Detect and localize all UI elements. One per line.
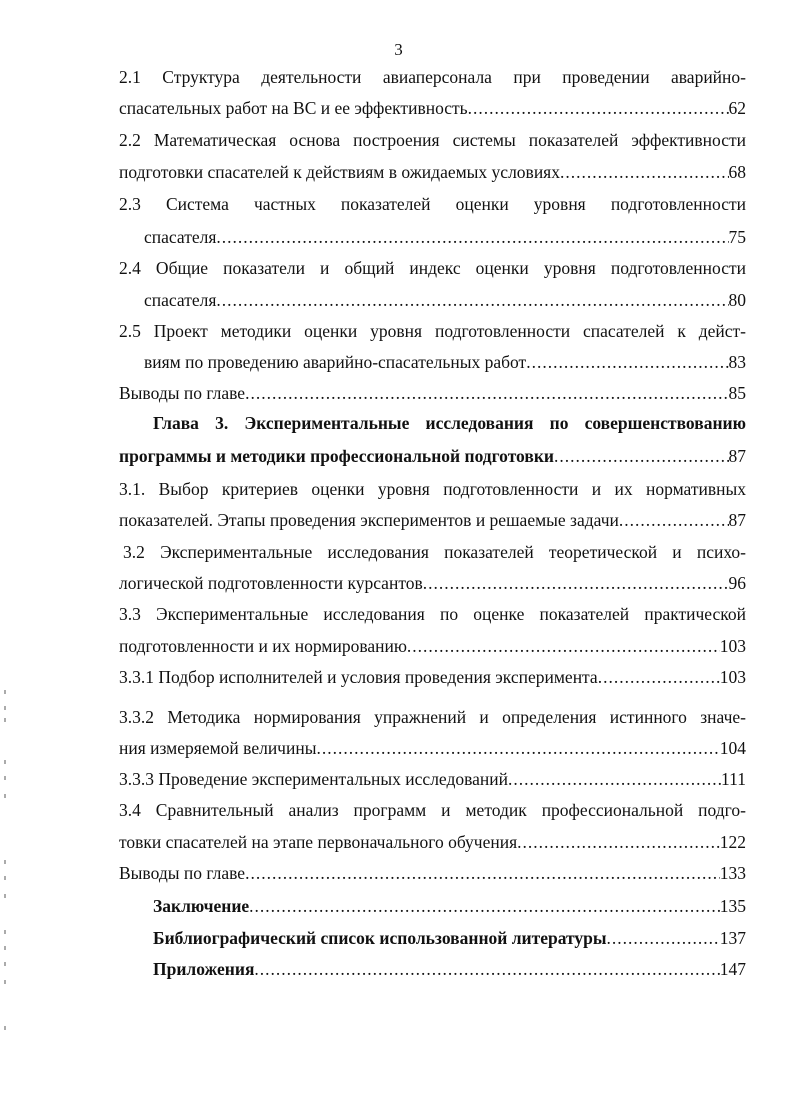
toc-page-number: 62 — [728, 98, 746, 118]
toc-entry-3-4[interactable] — [119, 831, 746, 853]
toc-page-number: 75 — [728, 227, 746, 247]
scan-margin-marks — [4, 690, 16, 1030]
leader-dots — [249, 895, 720, 917]
leader-dots — [598, 666, 720, 688]
toc-page-number: 111 — [721, 769, 746, 789]
leader-dots — [316, 737, 719, 759]
leader-dots — [526, 351, 728, 373]
leader-dots — [560, 161, 729, 183]
leader-dots — [468, 97, 729, 119]
toc-entry-title: спасателя — [144, 290, 217, 310]
leader-dots — [216, 226, 728, 248]
toc-entry-bibliography[interactable] — [153, 927, 746, 949]
toc-chapter-3-line1: Глава 3. Экспериментальные исследования по совершенствованию — [153, 413, 746, 433]
toc-page-number: 135 — [719, 896, 746, 916]
leader-dots — [517, 831, 720, 853]
toc-page-number: 137 — [719, 928, 746, 948]
toc-entry-appendices[interactable] — [153, 958, 746, 980]
toc-entry-3-3-1[interactable] — [119, 666, 746, 688]
toc-page-number: 85 — [728, 383, 746, 403]
leader-dots — [619, 509, 729, 531]
toc-page-number: 133 — [719, 863, 746, 883]
toc-entry-2-3[interactable] — [144, 226, 746, 248]
toc-entry-title: подготовки спасателей к действиям в ожидаемых условиях — [119, 162, 560, 182]
leader-dots — [216, 289, 728, 311]
toc-page-number: 104 — [719, 738, 746, 758]
toc-entry-3-3[interactable] — [119, 635, 746, 657]
toc-entry-3-3-3[interactable] — [119, 768, 746, 790]
toc-page-number: 103 — [719, 667, 746, 687]
toc-entry-2-5-line1: 2.5 Проект методики оценки уровня подготовленности спасателей к дейст- — [119, 321, 746, 341]
toc-entry-title: подготовленности и их нормированию — [119, 636, 407, 656]
toc-entry-title: товки спасателей на этапе первоначального обучения — [119, 832, 518, 852]
toc-entry-title: 3.3.3 Проведение экспериментальных исследований — [119, 769, 509, 789]
toc-page-number: 147 — [719, 959, 746, 979]
toc-entry-title: спасателя — [144, 227, 217, 247]
leader-dots — [508, 768, 721, 790]
toc-entry-title: программы и методики профессиональной подготовки — [119, 446, 554, 466]
toc-entry-3-3-2-line1: 3.3.2 Методика нормирования упражнений и определения истинного значе- — [119, 707, 746, 727]
toc-entry-title: Заключение — [153, 896, 250, 916]
leader-dots — [245, 382, 728, 404]
toc-entry-conclusion[interactable] — [153, 895, 746, 917]
toc-entry-3-2-line1: 3.2 Экспериментальные исследования показателей теоретической и психо- — [123, 542, 746, 562]
toc-entry-title: Библиографический список использованной литературы — [153, 928, 607, 948]
toc-entry-2-2-line1: 2.2 Математическая основа построения системы показателей эффективности — [119, 130, 746, 150]
toc-entry-title: ния измеряемой величины — [119, 738, 317, 758]
toc-page-number: 68 — [728, 162, 746, 182]
leader-dots — [554, 445, 729, 467]
toc-page-number: 80 — [728, 290, 746, 310]
toc-page-number: 122 — [719, 832, 746, 852]
toc-entry-3-3-2[interactable] — [119, 737, 746, 759]
toc-entry-2-1[interactable] — [119, 97, 746, 119]
toc-entry-title: логической подготовленности курсантов — [119, 573, 423, 593]
toc-entry-title: виям по проведению аварийно-спасательных работ — [144, 352, 527, 372]
toc-entry-title: показателей. Этапы проведения экспериментов и решаемые задачи — [119, 510, 619, 530]
leader-dots — [423, 572, 729, 594]
toc-entry-conclusions-ch3[interactable] — [119, 862, 746, 884]
toc-entry-3-4-line1: 3.4 Сравнительный анализ программ и методик профессиональной подго- — [119, 800, 746, 820]
toc-entry-3-2[interactable] — [119, 572, 746, 594]
toc-page-number: 87 — [728, 510, 746, 530]
leader-dots — [254, 958, 719, 980]
page-number: 3 — [394, 40, 403, 59]
toc-entry-2-2[interactable] — [119, 161, 746, 183]
toc-page-number: 87 — [728, 446, 746, 466]
toc-entry-3-1-line1: 3.1. Выбор критериев оценки уровня подготовленности и их нормативных — [119, 479, 746, 499]
toc-entry-title: Выводы по главе — [119, 863, 246, 883]
leader-dots — [407, 635, 720, 657]
leader-dots — [245, 862, 720, 884]
toc-entry-conclusions-ch2[interactable] — [119, 382, 746, 404]
toc-entry-3-3-line1: 3.3 Экспериментальные исследования по оценке показателей практической — [119, 604, 746, 624]
toc-entry-title: спасательных работ на ВС и ее эффективность — [119, 98, 468, 118]
toc-page-number: 96 — [728, 573, 746, 593]
toc-entry-2-1-line1: 2.1 Структура деятельности авиаперсонала при проведении аварийно- — [119, 67, 746, 87]
toc-entry-2-4[interactable] — [144, 289, 746, 311]
toc-entry-2-3-line1: 2.3 Система частных показателей оценки уровня подготовленности — [119, 194, 746, 214]
leader-dots — [607, 927, 720, 949]
toc-entry-2-5[interactable] — [144, 351, 746, 373]
toc-page-number: 83 — [728, 352, 746, 372]
toc-entry-title: Выводы по главе — [119, 383, 246, 403]
toc-entry-3-1[interactable] — [119, 509, 746, 531]
toc-page-number: 103 — [719, 636, 746, 656]
toc-entry-2-4-line1: 2.4 Общие показатели и общий индекс оценки уровня подготовленности — [119, 258, 746, 278]
toc-entry-title: 3.3.1 Подбор исполнителей и условия проведения эксперимента — [119, 667, 598, 687]
toc-entry-title: Приложения — [153, 959, 255, 979]
toc-chapter-3[interactable] — [119, 445, 746, 467]
